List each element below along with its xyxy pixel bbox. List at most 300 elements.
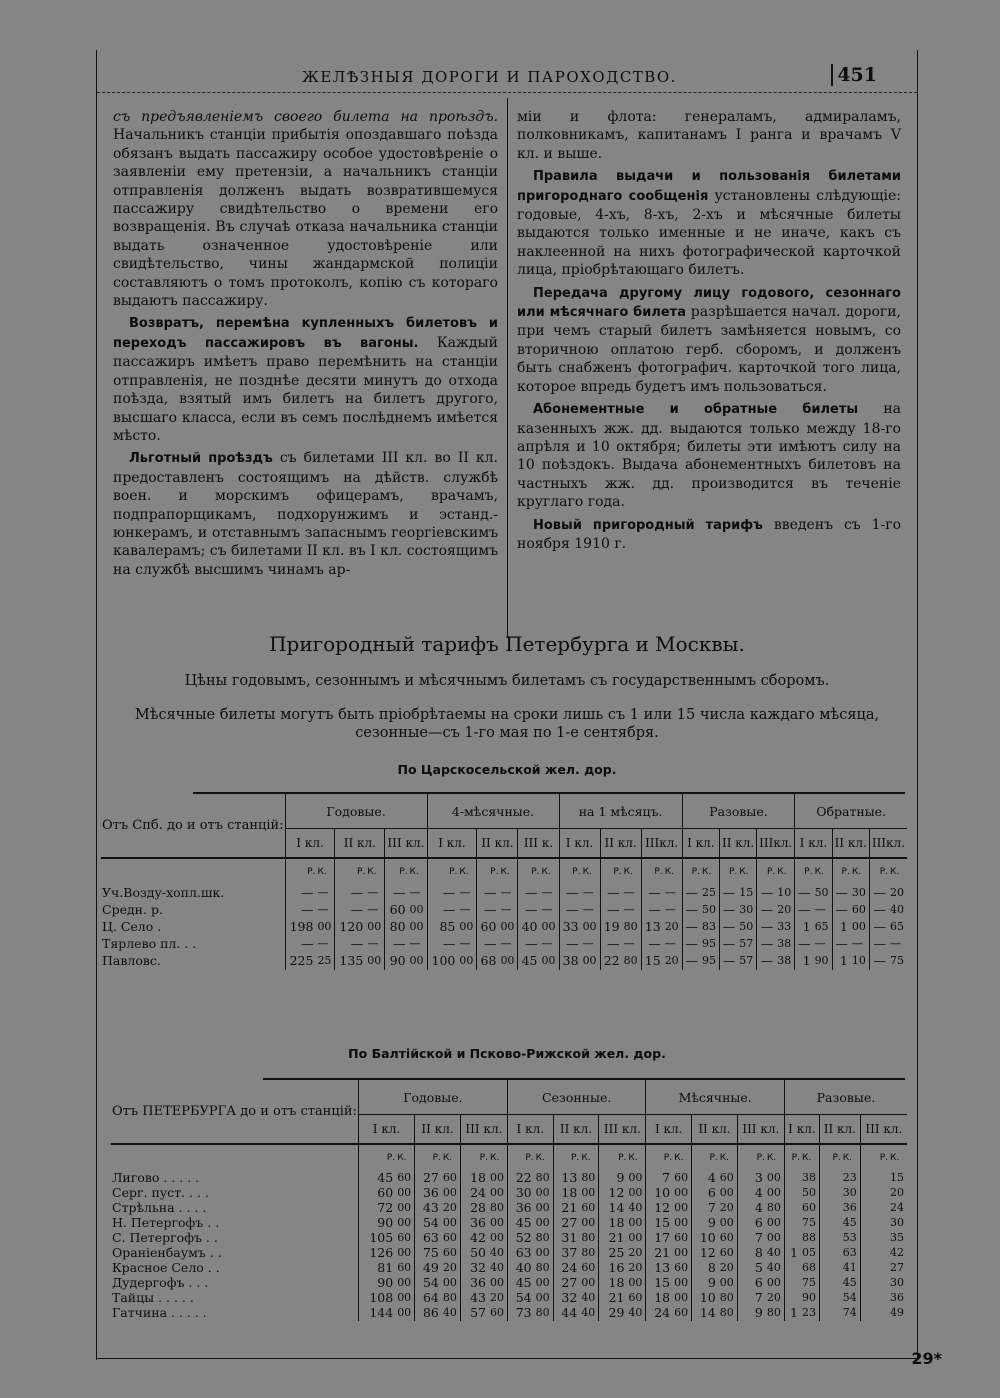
class-header: I кл.: [646, 1115, 692, 1145]
price-kop: 75: [890, 954, 904, 968]
table2-caption: По Балтійской и Псково-Рижской жел. дор.: [348, 1046, 666, 1061]
price-rub: —: [518, 885, 541, 902]
price-rub: 32: [553, 1291, 580, 1306]
price-rub: 32: [460, 1261, 489, 1276]
price-rub: —: [477, 885, 500, 902]
units-stub: [111, 1144, 358, 1171]
price-kop: 00: [409, 920, 424, 934]
price-kop: 00: [409, 954, 424, 968]
price-kop: 20: [489, 1291, 504, 1305]
units-row: [111, 1144, 907, 1171]
price-kop: 00: [397, 1246, 412, 1260]
price-kop: 00: [628, 1186, 643, 1200]
unit-kop: К.: [580, 1144, 599, 1171]
price-rub: 63: [415, 1231, 442, 1246]
price-rub: —: [869, 902, 889, 919]
price-rub: 4: [692, 1171, 719, 1186]
group-header: на 1 мѣсяцъ.: [559, 794, 682, 829]
price-rub: —: [757, 919, 777, 936]
price-kop: 00: [397, 1201, 412, 1215]
price-kop: 60: [397, 1171, 412, 1185]
unit-rub: Р.: [819, 1144, 841, 1171]
price-kop: 00: [541, 954, 556, 968]
price-rub: 29: [599, 1306, 628, 1321]
paragraph: [517, 284, 901, 396]
price-kop: 80: [581, 1171, 596, 1185]
price-kop: 00: [442, 1216, 457, 1230]
price-kop: 60: [628, 1291, 643, 1305]
price-kop: 60: [801, 1201, 816, 1215]
price-rub: 27: [553, 1276, 580, 1291]
price-rub: 1: [832, 919, 851, 936]
unit-rub: Р.: [860, 1144, 889, 1171]
price-kop: 36: [842, 1201, 857, 1215]
price-kop: 00: [674, 1216, 689, 1230]
class-header: III кл.: [599, 1115, 646, 1145]
price-kop: 60: [442, 1171, 457, 1185]
signature-mark: 29*: [911, 1349, 942, 1368]
class-header: II кл.: [600, 829, 641, 859]
price-rub: 108: [358, 1291, 396, 1306]
paragraph-heading: Возвратъ, перемѣна купленныхъ билетовъ и переходъ пассажировъ въ вагоны.: [113, 316, 498, 351]
price-rub: 10: [692, 1231, 719, 1246]
price-rub: 45: [507, 1276, 534, 1291]
paragraph-text: міи и флота: генераламъ, адмираламъ, полковникамъ, капитанамъ I ранга и врачамъ V кл. и выше.: [517, 109, 901, 162]
price-kop: 20: [719, 1261, 734, 1275]
price-rub: 90: [358, 1276, 396, 1291]
price-rub: 10: [646, 1186, 673, 1201]
price-kop: 00: [628, 1276, 643, 1290]
price-kop: 60: [442, 1231, 457, 1245]
price-rub: 120: [335, 919, 366, 936]
price-rub: —: [477, 936, 500, 953]
price-rub: 18: [460, 1171, 489, 1186]
price-kop: 20: [766, 1291, 781, 1305]
price-kop: 50: [814, 886, 829, 900]
price-kop: 00: [674, 1186, 689, 1200]
price-rub: [784, 1276, 801, 1291]
price-kop: 60: [851, 903, 866, 917]
unit-kop: К.: [889, 858, 907, 885]
price-rub: —: [757, 953, 777, 970]
price-kop: 30: [851, 886, 866, 900]
price-rub: [784, 1171, 801, 1186]
paragraph-heading: Правила выдачи и пользованія билетами пригороднаго сообщенія: [517, 169, 901, 204]
group-header: 4-мѣсячные.: [427, 794, 559, 829]
price-kop: 80: [766, 1201, 781, 1215]
page-number: 451: [831, 64, 877, 86]
class-header: II кл.: [832, 829, 869, 859]
price-kop: 23: [801, 1306, 816, 1320]
price-rub: —: [832, 936, 851, 953]
price-rub: 30: [507, 1186, 534, 1201]
unit-kop: К.: [801, 1144, 820, 1171]
price-kop: 60: [581, 1261, 596, 1275]
price-rub: 9: [599, 1171, 628, 1186]
price-rub: 225: [285, 953, 316, 970]
unit-kop: К.: [458, 858, 477, 885]
price-kop: 23: [842, 1171, 857, 1185]
class-header: III кл.: [860, 1115, 907, 1145]
station-name: Средн. р.: [102, 902, 163, 918]
price-kop: 27: [890, 1261, 904, 1275]
price-rub: 135: [335, 953, 366, 970]
price-rub: 15: [646, 1276, 673, 1291]
left-column: [113, 108, 498, 583]
price-rub: —: [285, 885, 316, 902]
table-row: [101, 885, 907, 902]
price-rub: 31: [553, 1231, 580, 1246]
price-kop: 38: [801, 1171, 816, 1185]
price-kop: 00: [442, 1276, 457, 1290]
price-kop: 00: [766, 1216, 781, 1230]
price-rub: —: [757, 936, 777, 953]
class-header: I кл.: [795, 829, 832, 859]
price-kop: 20: [777, 903, 792, 917]
paragraph-heading: Передача другому лицу годового, сезоннаго или мѣсячнаго билета: [517, 285, 901, 321]
price-rub: [819, 1216, 841, 1231]
price-kop: 00: [851, 920, 866, 934]
unit-kop: К.: [623, 858, 642, 885]
header-rule: [97, 92, 917, 93]
price-rub: [860, 1261, 889, 1276]
price-rub: —: [335, 885, 366, 902]
class-header: III к.: [518, 829, 559, 859]
price-rub: 1: [784, 1246, 801, 1261]
price-kop: 00: [628, 1231, 643, 1245]
price-kop: 75: [801, 1216, 816, 1230]
price-rub: 36: [415, 1186, 442, 1201]
group-header: Обратные.: [795, 794, 907, 829]
price-kop: —: [459, 886, 471, 900]
price-rub: 15: [641, 953, 664, 970]
price-kop: 00: [489, 1186, 504, 1200]
price-kop: 60: [442, 1246, 457, 1260]
price-kop: 60: [674, 1171, 689, 1185]
price-kop: 83: [701, 920, 716, 934]
price-kop: 00: [766, 1171, 781, 1185]
class-header: III кл.: [737, 1115, 784, 1145]
price-kop: —: [317, 886, 329, 900]
price-rub: 1: [832, 953, 851, 970]
class-header: II кл.: [553, 1115, 599, 1145]
price-kop: —: [664, 886, 676, 900]
price-rub: 54: [507, 1291, 534, 1306]
price-rub: —: [719, 953, 738, 970]
unit-rub: Р.: [358, 1144, 396, 1171]
table-row: [111, 1246, 907, 1261]
price-rub: 81: [358, 1261, 396, 1276]
price-rub: —: [385, 885, 409, 902]
unit-kop: К.: [738, 858, 757, 885]
price-rub: 7: [737, 1231, 766, 1246]
price-kop: 49: [890, 1306, 904, 1320]
unit-kop: К.: [396, 1144, 415, 1171]
paragraph: [517, 516, 901, 554]
price-rub: 8: [737, 1246, 766, 1261]
table-row: [101, 902, 907, 919]
unit-kop: К.: [535, 1144, 554, 1171]
group-header-row: [101, 794, 907, 829]
price-kop: 20: [890, 1186, 904, 1200]
price-kop: —: [582, 937, 594, 951]
price-rub: 54: [415, 1276, 442, 1291]
price-rub: [819, 1231, 841, 1246]
paragraph-italic: съ предъявленіемъ своего билета на проѣздъ.: [113, 109, 498, 125]
price-kop: 00: [500, 954, 515, 968]
price-kop: —: [623, 937, 635, 951]
price-rub: 22: [600, 953, 623, 970]
price-rub: [860, 1231, 889, 1246]
units-row: [101, 858, 907, 885]
price-kop: 20: [442, 1201, 457, 1215]
price-kop: 45: [842, 1216, 857, 1230]
price-kop: 20: [442, 1261, 457, 1275]
class-header: I кл.: [507, 1115, 553, 1145]
running-header: [97, 50, 917, 90]
unit-kop: К.: [489, 1144, 508, 1171]
price-kop: 30: [890, 1216, 904, 1230]
price-rub: 45: [518, 953, 541, 970]
price-rub: 4: [737, 1186, 766, 1201]
price-rub: —: [869, 953, 889, 970]
section-subtitle: Цѣны годовымъ, сезоннымъ и мѣсячнымъ билетамъ съ государственнымъ сборомъ.: [184, 673, 830, 689]
price-rub: 8: [692, 1261, 719, 1276]
price-kop: 20: [890, 886, 904, 900]
group-header: Мѣсячные.: [646, 1080, 784, 1115]
price-kop: 30: [890, 1276, 904, 1290]
station-name: Гатчина . . . . .: [112, 1305, 207, 1321]
price-rub: —: [477, 902, 500, 919]
price-rub: 25: [599, 1246, 628, 1261]
price-rub: 27: [415, 1171, 442, 1186]
price-rub: 60: [477, 919, 500, 936]
price-rub: 18: [553, 1186, 580, 1201]
unit-rub: Р.: [415, 1144, 442, 1171]
price-kop: 00: [442, 1186, 457, 1200]
price-kop: 00: [367, 954, 382, 968]
price-rub: 105: [358, 1231, 396, 1246]
price-rub: 43: [415, 1201, 442, 1216]
price-rub: —: [385, 936, 409, 953]
price-kop: 15: [890, 1171, 904, 1185]
price-rub: 198: [285, 919, 316, 936]
station-name: Н. Петергофъ . .: [112, 1215, 220, 1231]
price-kop: 40: [489, 1246, 504, 1260]
price-rub: [860, 1171, 889, 1186]
station-name: С. Петергофъ . .: [112, 1230, 218, 1246]
price-kop: 50: [801, 1186, 816, 1200]
price-kop: 20: [664, 954, 679, 968]
price-kop: 80: [766, 1306, 781, 1320]
paragraph-text: съ билетами III кл. во II кл. предоставленъ состоящимъ на дѣйств. службѣ воен. и морскимъ офицерамъ, врачамъ, подпрапорщикамъ, подхорунжимъ и эстанд.-юнкерамъ, и отставнымъ запаснымъ георгіевскимъ кавалерамъ; съ билетами II кл. въ I кл. состоящимъ на службѣ высшимъ чинамъ ар-: [113, 450, 498, 578]
price-rub: [819, 1306, 841, 1321]
unit-kop: К.: [701, 858, 720, 885]
price-rub: —: [559, 936, 582, 953]
price-kop: 95: [701, 937, 716, 951]
price-rub: [860, 1216, 889, 1231]
unit-rub: Р.: [559, 858, 582, 885]
unit-kop: К.: [316, 858, 335, 885]
price-kop: —: [541, 937, 553, 951]
price-kop: 00: [367, 920, 382, 934]
price-rub: 85: [427, 919, 458, 936]
price-kop: 80: [581, 1231, 596, 1245]
price-kop: 00: [317, 920, 332, 934]
price-kop: 00: [674, 1291, 689, 1305]
group-header: Годовые.: [285, 794, 427, 829]
price-kop: —: [664, 903, 676, 917]
price-kop: 00: [581, 1276, 596, 1290]
price-rub: 44: [553, 1306, 580, 1321]
price-kop: 00: [535, 1276, 550, 1290]
price-kop: 63: [842, 1246, 857, 1260]
class-header: II кл.: [692, 1115, 738, 1145]
price-rub: —: [682, 953, 701, 970]
class-header: I кл.: [682, 829, 719, 859]
station-name: Тайцы . . . . .: [112, 1290, 194, 1306]
unit-kop: К.: [814, 858, 833, 885]
section-title: Пригородный тарифъ Петербурга и Москвы.: [269, 632, 745, 656]
price-rub: 73: [507, 1306, 534, 1321]
price-kop: 00: [581, 1186, 596, 1200]
price-kop: 38: [777, 954, 792, 968]
price-rub: [860, 1306, 889, 1321]
price-rub: 45: [507, 1216, 534, 1231]
price-kop: 38: [777, 937, 792, 951]
price-kop: 60: [674, 1231, 689, 1245]
price-rub: 15: [646, 1216, 673, 1231]
price-kop: —: [367, 886, 379, 900]
price-kop: 00: [719, 1186, 734, 1200]
class-header: IIIкл.: [869, 829, 907, 859]
price-rub: —: [682, 902, 701, 919]
table-row: [101, 936, 907, 953]
price-rub: 60: [385, 902, 409, 919]
price-rub: 90: [358, 1216, 396, 1231]
price-rub: 21: [599, 1291, 628, 1306]
price-kop: 54: [842, 1291, 857, 1305]
price-rub: —: [600, 885, 623, 902]
class-header: I кл.: [784, 1115, 819, 1145]
unit-rub: Р.: [682, 858, 701, 885]
price-rub: 86: [415, 1306, 442, 1321]
price-kop: —: [541, 886, 553, 900]
price-rub: —: [518, 936, 541, 953]
price-rub: 63: [507, 1246, 534, 1261]
unit-rub: Р.: [646, 1144, 673, 1171]
price-rub: 5: [737, 1261, 766, 1276]
station-name: Ц. Село .: [102, 919, 162, 935]
unit-kop: К.: [627, 1144, 646, 1171]
station-name: Тярлево пл. . .: [102, 936, 197, 952]
price-kop: 30: [842, 1186, 857, 1200]
station-name: Уч.Возду-хопл.шк.: [102, 885, 225, 901]
price-kop: 00: [535, 1201, 550, 1215]
price-kop: 35: [890, 1231, 904, 1245]
price-kop: 45: [842, 1276, 857, 1290]
price-rub: [819, 1186, 841, 1201]
paragraph-text: разрѣшается начал. дороги, при чемъ старый билетъ замѣняется новымъ, со вторичною оплатою герб. сборомъ, и долженъ быть снабженъ фотографич. карточкой того лица, которое впредь будетъ имъ пользоваться.: [517, 304, 901, 395]
class-header: III кл.: [460, 1115, 507, 1145]
price-rub: 7: [646, 1171, 673, 1186]
price-kop: 00: [628, 1171, 643, 1185]
price-kop: 00: [674, 1246, 689, 1260]
price-rub: 7: [692, 1201, 719, 1216]
price-kop: —: [582, 903, 594, 917]
price-rub: —: [757, 902, 777, 919]
price-rub: —: [682, 885, 701, 902]
price-rub: 33: [559, 919, 582, 936]
price-rub: 100: [427, 953, 458, 970]
price-rub: 42: [460, 1231, 489, 1246]
price-kop: 00: [535, 1186, 550, 1200]
price-rub: 13: [646, 1261, 673, 1276]
price-kop: 65: [814, 920, 829, 934]
price-rub: 9: [692, 1216, 719, 1231]
paragraph-text: на казенныхъ жж. дд. выдаются только между 18-го апрѣля и 10 октября; билеты эти имѣютъ силу на 10 поѣздокъ. Выдача абонементныхъ билетовъ на частныхъ жж. дд. производится въ теченіе круглаго года.: [517, 401, 901, 511]
unit-kop: К.: [776, 858, 795, 885]
table1-caption: По Царскосельской жел. дор.: [397, 762, 617, 777]
station-name: Лигово . . . . .: [112, 1170, 200, 1186]
price-rub: —: [719, 919, 738, 936]
paragraph: [517, 108, 901, 163]
unit-kop: К.: [442, 1144, 461, 1171]
price-kop: 25: [317, 954, 332, 968]
price-kop: 00: [582, 920, 597, 934]
price-rub: [860, 1186, 889, 1201]
price-rub: 3: [737, 1171, 766, 1186]
price-kop: —: [500, 937, 512, 951]
price-kop: 00: [719, 1276, 734, 1290]
price-rub: [784, 1201, 801, 1216]
station-name: Павловс.: [102, 953, 161, 969]
price-rub: —: [869, 919, 889, 936]
price-kop: —: [367, 937, 379, 951]
price-kop: 00: [535, 1291, 550, 1305]
price-rub: —: [795, 902, 814, 919]
price-kop: 60: [489, 1306, 504, 1320]
price-kop: 65: [890, 920, 904, 934]
price-rub: [860, 1246, 889, 1261]
price-rub: —: [719, 902, 738, 919]
unit-kop: К.: [889, 1144, 907, 1171]
class-header: III кл.: [385, 829, 427, 859]
price-kop: 00: [766, 1276, 781, 1290]
price-rub: 24: [460, 1186, 489, 1201]
price-kop: 20: [664, 920, 679, 934]
section-note: Мѣсячные билеты могутъ быть пріобрѣтаемы на сроки лишь съ 1 или 15 числа каждаго мѣсяца, сезонные—съ 1-го мая по 1-е сентября.: [134, 707, 880, 741]
price-kop: 00: [397, 1186, 412, 1200]
price-rub: —: [335, 902, 366, 919]
unit-kop: К.: [409, 858, 428, 885]
price-rub: [784, 1216, 801, 1231]
price-rub: 38: [559, 953, 582, 970]
price-rub: 9: [692, 1276, 719, 1291]
price-kop: 42: [890, 1246, 904, 1260]
price-rub: 6: [737, 1276, 766, 1291]
class-header: I кл.: [285, 829, 335, 859]
price-rub: 10: [692, 1291, 719, 1306]
price-kop: 80: [535, 1231, 550, 1245]
station-name: Ораніенбаумъ . .: [112, 1245, 222, 1261]
class-header: II кл.: [719, 829, 756, 859]
price-kop: 00: [397, 1291, 412, 1305]
price-kop: 20: [719, 1201, 734, 1215]
price-kop: 80: [719, 1306, 734, 1320]
table2-baltic: [111, 1080, 907, 1321]
price-rub: 21: [553, 1201, 580, 1216]
